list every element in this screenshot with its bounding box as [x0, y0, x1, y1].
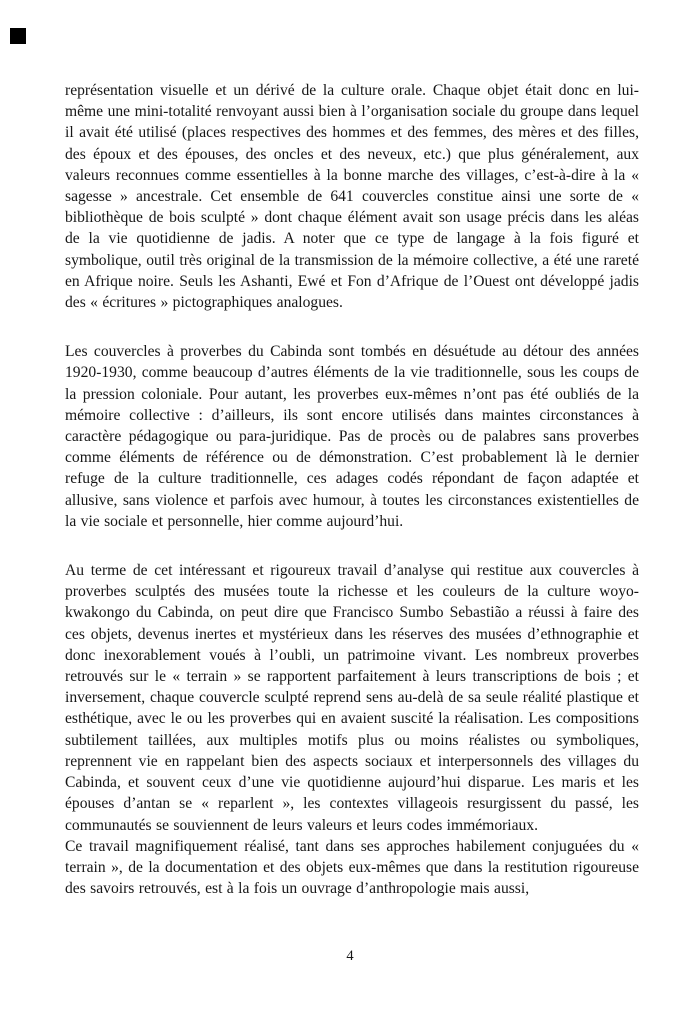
- page-number: 4: [346, 948, 354, 964]
- paragraph-2: Les couvercles à proverbes du Cabinda sont tombés en désuétude au détour des années 1920-1930, comme beaucoup d’autres éléments de la vie traditionnelle, sous les coups de la pression coloniale. Pour autant, les proverbes eux-mêmes n’ont pas été oubliés de la mémoire collective : d’ailleurs, ils sont encore utilisés dans maintes circonstances à caractère pédagogique ou para-juridique. Pas de procès ou de palabres sans proverbes comme éléments de référence ou de démonstration. C’est probablement là le dernier refuge de la culture traditionnelle, ces adages codés répondant de façon adaptée et allusive, sans violence et parfois avec humour, à toutes les circonstances existentielles de la vie sociale et personnelle, hier comme aujourd’hui.: [65, 343, 639, 530]
- paragraph-3: Au terme de cet intéressant et rigoureux travail d’analyse qui restitue aux couvercles à proverbes sculptés des musées toute la richesse et les couleurs de la culture woyo-kwakongo du Cabinda, on peut dire que Francisco Sumbo Sebastião a réussi à faire des ces objets, devenus inertes et mystérieux dans les réserves des musées d’ethnographie et donc inexorablement voués à l’oubli, un patrimoine vivant. Les nombreux proverbes retrouvés sur le « terrain » se rapportent parfaitement à leurs transcriptions de bois ; et inversement, chaque couvercle sculpté reprend sens au-delà de sa seule réalité plastique et esthétique, avec le ou les proverbes qui en avaient suscité la réalisation. Les compositions subtilement taillées, aux multiples motifs plus ou moins réalistes ou symboliques, reprennent vie en rappelant bien des aspects sociaux et interpersonnels des villages du Cabinda, et souvent ceux d’une vie quotidienne aujourd’hui disparue. Les maris et les épouses d’antan se « reparlent », les contextes villageois resurgissent du passé, les communautés se souviennent de leurs valeurs et leurs codes immémoriaux.: [65, 562, 639, 834]
- page-text-block: [65, 80, 639, 899]
- scan-corner-mark: [10, 28, 26, 44]
- paragraph-4: Ce travail magnifiquement réalisé, tant dans ses approches habilement conjuguées du « terrain », de la documentation et des objets eux-mêmes que dans la restitution rigoureuse des savoirs retrouvés, est à la fois un ouvrage d’anthropologie mais aussi,: [65, 837, 639, 898]
- paragraph-1: représentation visuelle et un dérivé de la culture orale. Chaque objet était donc en lui-même une mini-totalité renvoyant aussi bien à l’organisation sociale du groupe dans lequel il avait été utilisé (places respectives des hommes et des femmes, des mères et des filles, des époux et des épouses, des oncles et des neveux, etc.) que plus généralement, aux valeurs reconnues comme essentielles à la bonne marche des villages, c’est-à-dire à la « sagesse » ancestrale. Cet ensemble de 641 couvercles constitue ainsi une sorte de « bibliothèque de bois sculpté » dont chaque élément avait son usage précis dans les aléas de la vie quotidienne de jadis. A noter que ce type de langage à la fois figuré et symbolique, outil très original de la transmission de la mémoire collective, a été une rareté en Afrique noire. Seuls les Ashanti, Ewé et Fon d’Afrique de l’Ouest ont développé jadis des « écritures » pictographiques analogues.: [65, 82, 639, 312]
